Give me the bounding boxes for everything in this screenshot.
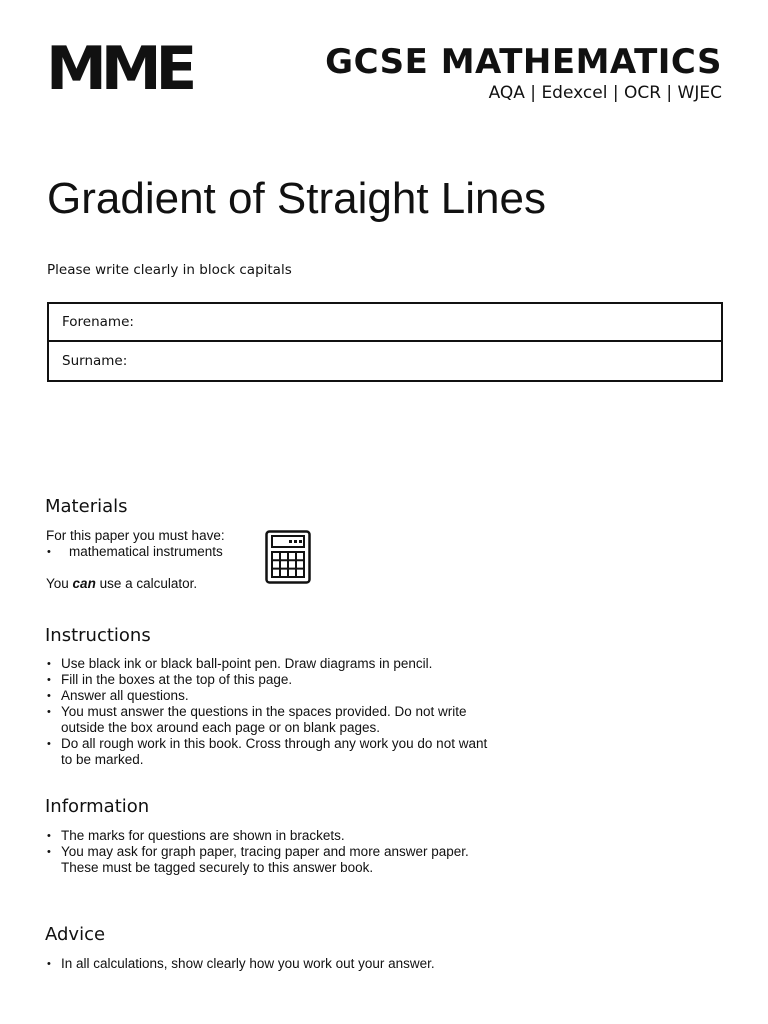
list-item-text: Do all rough work in this book. Cross through any work you do not want (61, 736, 488, 751)
list-item-text: The marks for questions are shown in brackets. (61, 828, 345, 843)
mme-logo: MME (46, 34, 192, 104)
advice-list (46, 956, 435, 972)
materials-list (46, 544, 223, 560)
calculator-note-suffix: use a calculator. (95, 576, 198, 591)
exam-boards: AQA | Edexcel | OCR | WJEC (488, 83, 722, 103)
list-item-text: Fill in the boxes at the top of this page. (61, 672, 293, 687)
list-item (46, 672, 487, 688)
list-item-text: You may ask for graph paper, tracing paper and more answer paper. (61, 844, 469, 859)
instructions-heading: Instructions (45, 625, 151, 646)
materials-intro: For this paper you must have: (46, 528, 225, 543)
instructions-list (46, 656, 487, 768)
block-capitals-note: Please write clearly in block capitals (47, 262, 292, 278)
forename-field[interactable] (49, 304, 721, 342)
materials-heading: Materials (45, 496, 128, 517)
list-item (46, 828, 469, 844)
surname-label: Surname: (62, 353, 128, 369)
name-box (47, 302, 723, 382)
list-item-continuation: These must be tagged securely to this answer book. (61, 860, 374, 875)
list-item-text: mathematical instruments (69, 544, 223, 559)
list-item-text: You must answer the questions in the spaces provided. Do not write (61, 704, 467, 719)
information-heading: Information (45, 796, 150, 817)
calculator-note-emphasis: can (72, 576, 96, 591)
list-item-text: In all calculations, show clearly how you work out your answer. (61, 956, 435, 971)
list-item (46, 544, 223, 560)
list-item-text: Use black ink or black ball-point pen. Draw diagrams in pencil. (61, 656, 433, 671)
list-item-text: Answer all questions. (61, 688, 189, 703)
information-list (46, 828, 469, 876)
calculator-icon (265, 530, 311, 584)
list-item (46, 844, 469, 876)
list-item-continuation: outside the box around each page or on blank pages. (61, 720, 380, 735)
list-item (46, 704, 487, 736)
list-item (46, 656, 487, 672)
subject-title: GCSE MATHEMATICS (325, 42, 722, 82)
surname-field[interactable] (49, 342, 721, 380)
list-item-continuation: to be marked. (61, 752, 144, 767)
document-title: Gradient of Straight Lines (47, 174, 546, 223)
list-item (46, 688, 487, 704)
forename-label: Forename: (62, 314, 134, 330)
advice-heading: Advice (45, 924, 106, 945)
calculator-note-prefix: You (46, 576, 73, 591)
calculator-note (46, 576, 197, 592)
list-item (46, 736, 487, 768)
list-item (46, 956, 435, 972)
